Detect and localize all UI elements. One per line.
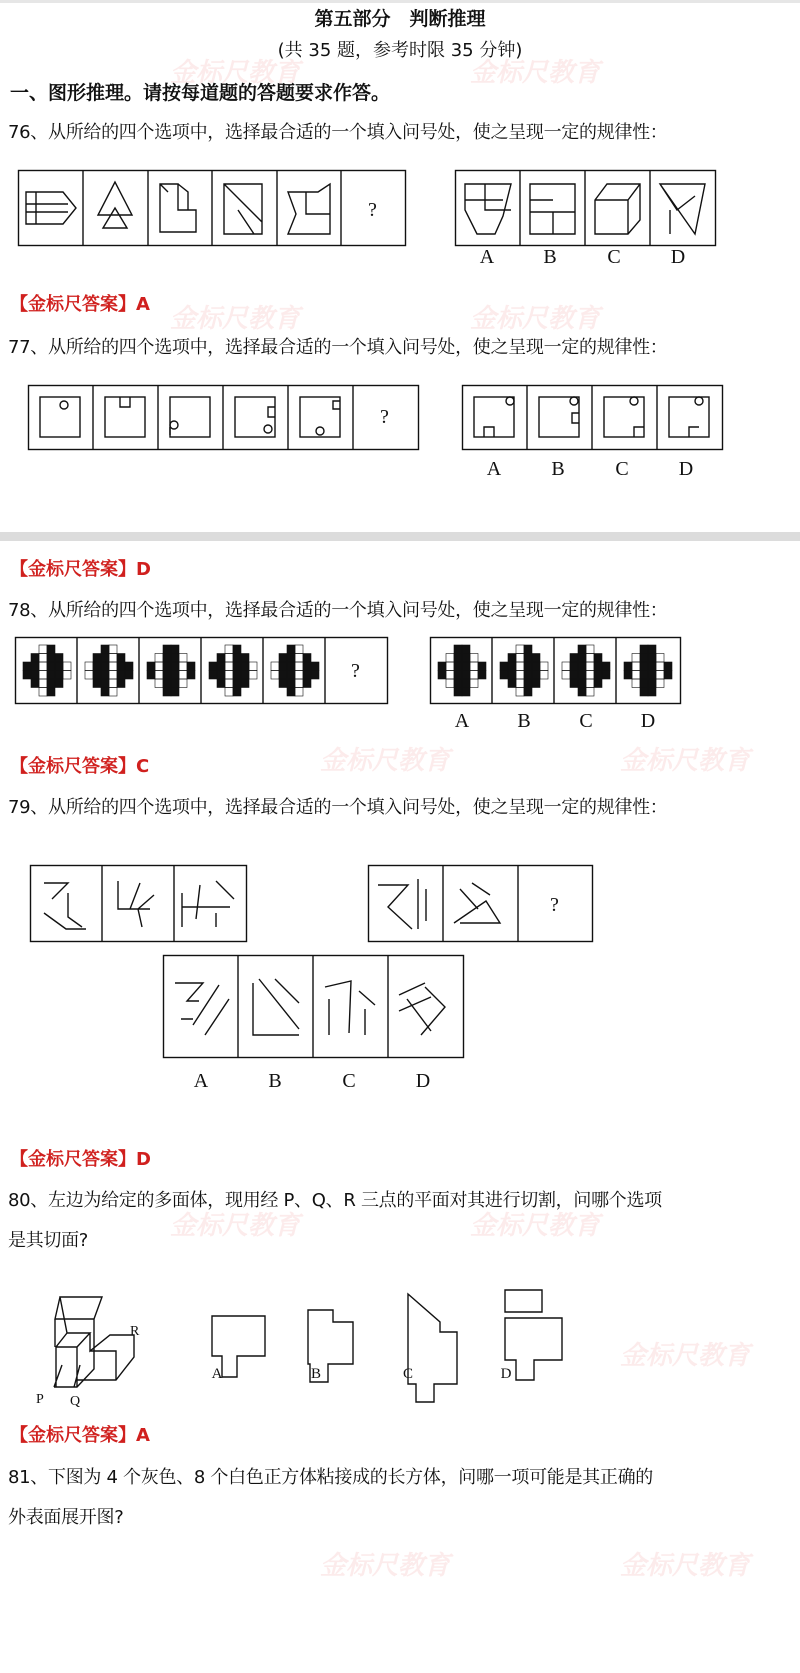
pattern-cell — [101, 645, 109, 654]
pattern-cell — [241, 654, 249, 663]
pattern-cell — [500, 662, 508, 671]
option-label-b: B — [268, 1070, 282, 1092]
watermark: 金标尺教育 — [470, 304, 601, 334]
pattern-cell — [516, 654, 524, 663]
pattern-cell — [303, 662, 311, 671]
pattern-cell — [55, 679, 63, 688]
pattern-cell — [109, 662, 117, 671]
svg-text:P: P — [36, 1392, 44, 1407]
pattern-cell — [93, 654, 101, 663]
pattern-cell — [171, 688, 179, 697]
pattern-cell — [295, 688, 303, 697]
pattern-cell — [155, 679, 163, 688]
pattern-cell — [594, 654, 602, 663]
watermark: 金标尺教育 — [170, 304, 301, 334]
svg-text:?: ? — [351, 660, 360, 682]
pattern-cell — [163, 688, 171, 697]
pattern-cell — [279, 671, 287, 680]
pattern-cell — [155, 662, 163, 671]
polyhedron-figure — [30, 1285, 150, 1410]
pattern-cell — [648, 662, 656, 671]
pattern-cell — [147, 662, 155, 671]
pattern-cell — [524, 671, 532, 680]
pattern-cell — [233, 645, 241, 654]
pattern-cell — [295, 679, 303, 688]
pattern-cell — [287, 679, 295, 688]
pattern-cell — [31, 654, 39, 663]
pattern-cell — [155, 654, 163, 663]
pattern-cell — [93, 662, 101, 671]
question-76-text: 76、从所给的四个选项中，选择最合适的一个填入问号处，使之呈现一定的规律性： — [8, 122, 668, 143]
top-edge — [0, 0, 800, 3]
pattern-cell — [570, 671, 578, 680]
question-76-options-figure — [455, 170, 717, 248]
pattern-cell — [109, 671, 117, 680]
pattern-cell — [532, 662, 540, 671]
pattern-cell — [279, 654, 287, 663]
pattern-cell — [179, 662, 187, 671]
pattern-cell — [233, 671, 241, 680]
watermark: 金标尺教育 — [320, 746, 451, 776]
pattern-cell — [163, 679, 171, 688]
option-label-a: A — [193, 1070, 209, 1092]
pattern-cell — [287, 671, 295, 680]
pattern-cell — [55, 654, 63, 663]
pattern-cell — [586, 688, 594, 697]
pattern-cell — [438, 671, 446, 680]
pattern-cell — [217, 662, 225, 671]
pattern-cell — [524, 662, 532, 671]
pattern-cell — [47, 671, 55, 680]
option-label-d: D — [640, 710, 656, 732]
svg-text:R: R — [130, 1324, 140, 1339]
pattern-cell — [632, 671, 640, 680]
pattern-cell — [462, 645, 470, 654]
pattern-cell — [155, 671, 163, 680]
pattern-cell — [648, 688, 656, 697]
section-heading: 一、图形推理。请按每道题的答题要求作答。 — [10, 82, 391, 104]
pattern-cell — [31, 679, 39, 688]
pattern-cell — [532, 671, 540, 680]
pattern-cell — [249, 662, 257, 671]
option-label-a: A — [486, 458, 502, 480]
pattern-cell — [241, 662, 249, 671]
pattern-cell — [109, 679, 117, 688]
pattern-cell — [470, 662, 478, 671]
pattern-cell — [125, 662, 133, 671]
pattern-cell — [31, 662, 39, 671]
pattern-cell — [500, 671, 508, 680]
pattern-cell — [109, 645, 117, 654]
pattern-cell — [594, 662, 602, 671]
pattern-cell — [117, 679, 125, 688]
option-label-c: C — [579, 710, 593, 732]
option-label-b: B — [517, 710, 531, 732]
pattern-cell — [163, 662, 171, 671]
pattern-cell — [295, 662, 303, 671]
pattern-cell — [438, 662, 446, 671]
pattern-cell — [602, 671, 610, 680]
pattern-cell — [516, 662, 524, 671]
pattern-cell — [163, 671, 171, 680]
pattern-cell — [462, 671, 470, 680]
pattern-cell — [179, 654, 187, 663]
pattern-cell — [101, 662, 109, 671]
pattern-cell — [648, 654, 656, 663]
question-80-text-line1: 80、左边为给定的多面体，现用经 P、Q、R 三点的平面对其进行切割，问哪个选项 — [8, 1190, 662, 1211]
pattern-cell — [101, 671, 109, 680]
pattern-cell — [303, 679, 311, 688]
pattern-cell — [147, 671, 155, 680]
pattern-cell — [594, 671, 602, 680]
pattern-cell — [303, 671, 311, 680]
pattern-cell — [171, 679, 179, 688]
pattern-cell — [311, 671, 319, 680]
option-label-c: C — [615, 458, 629, 480]
watermark: 金标尺教育 — [470, 1211, 601, 1241]
pattern-cell — [101, 679, 109, 688]
svg-text:?: ? — [550, 894, 559, 916]
pattern-cell — [295, 654, 303, 663]
pattern-cell — [171, 654, 179, 663]
pattern-cell — [508, 679, 516, 688]
option-label-a: A — [479, 246, 495, 268]
answer-78: 【金标尺答案】C — [10, 756, 150, 777]
pattern-cell — [570, 654, 578, 663]
option-label-b: B — [543, 246, 557, 268]
pattern-cell — [47, 688, 55, 697]
pattern-cell — [179, 679, 187, 688]
pattern-cell — [446, 662, 454, 671]
pattern-cell — [470, 671, 478, 680]
pattern-cell — [446, 654, 454, 663]
pattern-cell — [47, 662, 55, 671]
question-79-options-figure — [163, 955, 465, 1059]
pattern-cell — [225, 679, 233, 688]
option-label-b: B — [310, 1366, 322, 1382]
pattern-cell — [454, 679, 462, 688]
pattern-cell — [524, 679, 532, 688]
pattern-cell — [163, 654, 171, 663]
pattern-cell — [93, 671, 101, 680]
pattern-cell — [225, 662, 233, 671]
pattern-cell — [295, 671, 303, 680]
pattern-cell — [656, 662, 664, 671]
pattern-cell — [562, 671, 570, 680]
pattern-cell — [63, 671, 71, 680]
pattern-cell — [624, 662, 632, 671]
option-label-a: A — [211, 1366, 223, 1382]
pattern-cell — [446, 671, 454, 680]
pattern-cell — [586, 654, 594, 663]
question-78-options-figure — [430, 637, 682, 705]
pattern-cell — [586, 662, 594, 671]
pattern-cell — [508, 654, 516, 663]
pattern-cell — [217, 654, 225, 663]
pattern-cell — [23, 671, 31, 680]
pattern-cell — [93, 679, 101, 688]
pattern-cell — [516, 688, 524, 697]
page-divider — [0, 532, 800, 541]
pattern-cell — [39, 662, 47, 671]
pattern-cell — [279, 662, 287, 671]
pattern-cell — [225, 654, 233, 663]
pattern-cell — [640, 671, 648, 680]
pattern-cell — [209, 662, 217, 671]
pattern-cell — [524, 645, 532, 654]
pattern-cell — [656, 679, 664, 688]
pattern-cell — [47, 679, 55, 688]
pattern-cell — [478, 662, 486, 671]
pattern-cell — [624, 671, 632, 680]
option-label-d: D — [670, 246, 686, 268]
pattern-cell — [586, 645, 594, 654]
svg-text:?: ? — [380, 406, 389, 428]
pattern-cell — [532, 654, 540, 663]
pattern-cell — [287, 662, 295, 671]
pattern-cell — [217, 671, 225, 680]
pattern-cell — [39, 654, 47, 663]
pattern-cell — [163, 645, 171, 654]
pattern-cell — [586, 679, 594, 688]
pattern-cell — [578, 679, 586, 688]
pattern-cell — [233, 688, 241, 697]
pattern-cell — [462, 679, 470, 688]
pattern-cell — [524, 688, 532, 697]
pattern-cell — [454, 671, 462, 680]
pattern-cell — [101, 654, 109, 663]
question-80-text-line2: 是其切面? — [8, 1230, 89, 1251]
pattern-cell — [640, 688, 648, 697]
question-79-group1-figure — [30, 865, 248, 943]
pattern-cell — [47, 654, 55, 663]
pattern-cell — [540, 671, 548, 680]
question-78-sequence-figure — [15, 637, 390, 705]
pattern-cell — [578, 662, 586, 671]
pattern-cell — [303, 654, 311, 663]
question-81-text-line2: 外表面展开图? — [8, 1507, 124, 1528]
part-subtitle: (共 35 题，参考时限 35 分钟) — [277, 40, 523, 61]
answer-77: 【金标尺答案】D — [10, 559, 151, 580]
pattern-cell — [225, 645, 233, 654]
pattern-cell — [454, 662, 462, 671]
svg-text:Q: Q — [70, 1394, 81, 1409]
question-78-text: 78、从所给的四个选项中，选择最合适的一个填入问号处，使之呈现一定的规律性： — [8, 600, 668, 621]
pattern-cell — [570, 662, 578, 671]
option-label-c: C — [607, 246, 621, 268]
pattern-cell — [602, 662, 610, 671]
option-label-a: A — [454, 710, 470, 732]
pattern-cell — [171, 662, 179, 671]
pattern-cell — [594, 679, 602, 688]
option-label-d: D — [415, 1070, 431, 1092]
pattern-cell — [287, 654, 295, 663]
pattern-cell — [241, 679, 249, 688]
pattern-cell — [171, 671, 179, 680]
pattern-cell — [508, 671, 516, 680]
option-label-c: C — [402, 1366, 414, 1382]
pattern-cell — [85, 662, 93, 671]
pattern-cell — [179, 671, 187, 680]
pattern-cell — [578, 654, 586, 663]
pattern-cell — [462, 688, 470, 697]
pattern-cell — [55, 671, 63, 680]
pattern-cell — [39, 671, 47, 680]
pattern-cell — [23, 662, 31, 671]
pattern-cell — [117, 654, 125, 663]
pattern-cell — [249, 671, 257, 680]
pattern-cell — [117, 671, 125, 680]
pattern-cell — [225, 688, 233, 697]
pattern-cell — [454, 654, 462, 663]
watermark: 金标尺教育 — [620, 1551, 751, 1581]
pattern-cell — [640, 654, 648, 663]
pattern-cell — [664, 671, 672, 680]
pattern-cell — [656, 671, 664, 680]
question-76-sequence-figure — [18, 170, 408, 248]
watermark: 金标尺教育 — [620, 1341, 751, 1371]
question-80-options-figure — [200, 1282, 580, 1392]
pattern-cell — [101, 688, 109, 697]
pattern-cell — [462, 654, 470, 663]
answer-80: 【金标尺答案】A — [10, 1425, 150, 1446]
watermark: 金标尺教育 — [170, 58, 301, 88]
pattern-cell — [516, 645, 524, 654]
pattern-cell — [478, 671, 486, 680]
pattern-cell — [632, 662, 640, 671]
pattern-cell — [540, 662, 548, 671]
pattern-cell — [648, 671, 656, 680]
svg-text:?: ? — [368, 199, 377, 221]
pattern-cell — [109, 654, 117, 663]
option-label-c: C — [342, 1070, 356, 1092]
watermark: 金标尺教育 — [620, 746, 751, 776]
answer-76: 【金标尺答案】A — [10, 294, 150, 315]
pattern-cell — [524, 654, 532, 663]
pattern-cell — [117, 662, 125, 671]
pattern-cell — [233, 662, 241, 671]
pattern-cell — [454, 688, 462, 697]
pattern-cell — [454, 645, 462, 654]
pattern-cell — [125, 671, 133, 680]
option-label-d: D — [678, 458, 694, 480]
pattern-cell — [225, 671, 233, 680]
pattern-cell — [648, 645, 656, 654]
pattern-cell — [233, 679, 241, 688]
part-title: 第五部分 判断推理 — [314, 8, 486, 30]
pattern-cell — [446, 679, 454, 688]
question-79-text: 79、从所给的四个选项中，选择最合适的一个填入问号处，使之呈现一定的规律性： — [8, 797, 668, 818]
pattern-cell — [578, 671, 586, 680]
pattern-cell — [462, 662, 470, 671]
pattern-cell — [241, 671, 249, 680]
pattern-cell — [271, 662, 279, 671]
pattern-cell — [279, 679, 287, 688]
pattern-cell — [640, 662, 648, 671]
pattern-cell — [640, 645, 648, 654]
question-77-options-figure — [462, 385, 724, 451]
pattern-cell — [109, 688, 117, 697]
pattern-cell — [31, 671, 39, 680]
pattern-cell — [85, 671, 93, 680]
pattern-cell — [271, 671, 279, 680]
pattern-cell — [640, 679, 648, 688]
pattern-cell — [470, 654, 478, 663]
pattern-cell — [532, 679, 540, 688]
pattern-cell — [656, 654, 664, 663]
watermark: 金标尺教育 — [170, 1211, 301, 1241]
pattern-cell — [562, 662, 570, 671]
question-81-text-line1: 81、下图为 4 个灰色、8 个白色正方体粘接成的长方体，问哪一项可能是其正确的 — [8, 1467, 653, 1488]
pattern-cell — [586, 671, 594, 680]
pattern-cell — [570, 679, 578, 688]
pattern-cell — [648, 679, 656, 688]
pattern-cell — [470, 679, 478, 688]
pattern-cell — [664, 662, 672, 671]
pattern-cell — [632, 654, 640, 663]
watermark: 金标尺教育 — [320, 1551, 451, 1581]
pattern-cell — [39, 688, 47, 697]
pattern-cell — [287, 645, 295, 654]
question-77-sequence-figure — [28, 385, 420, 451]
pattern-cell — [187, 662, 195, 671]
question-79-group2-figure — [368, 865, 594, 943]
question-77-text: 77、从所给的四个选项中，选择最合适的一个填入问号处，使之呈现一定的规律性： — [8, 337, 668, 358]
pattern-cell — [63, 662, 71, 671]
watermark: 金标尺教育 — [470, 58, 601, 88]
pattern-cell — [516, 671, 524, 680]
pattern-cell — [39, 679, 47, 688]
pattern-cell — [578, 688, 586, 697]
pattern-cell — [171, 645, 179, 654]
answer-79: 【金标尺答案】D — [10, 1149, 151, 1170]
pattern-cell — [516, 679, 524, 688]
option-label-b: B — [551, 458, 565, 480]
pattern-cell — [55, 662, 63, 671]
pattern-cell — [47, 645, 55, 654]
pattern-cell — [287, 688, 295, 697]
pattern-cell — [311, 662, 319, 671]
pattern-cell — [233, 654, 241, 663]
pattern-cell — [578, 645, 586, 654]
pattern-cell — [508, 662, 516, 671]
pattern-cell — [632, 679, 640, 688]
pattern-cell — [209, 671, 217, 680]
pattern-cell — [217, 679, 225, 688]
pattern-cell — [295, 645, 303, 654]
option-label-d: D — [500, 1366, 512, 1382]
pattern-cell — [39, 645, 47, 654]
pattern-cell — [187, 671, 195, 680]
